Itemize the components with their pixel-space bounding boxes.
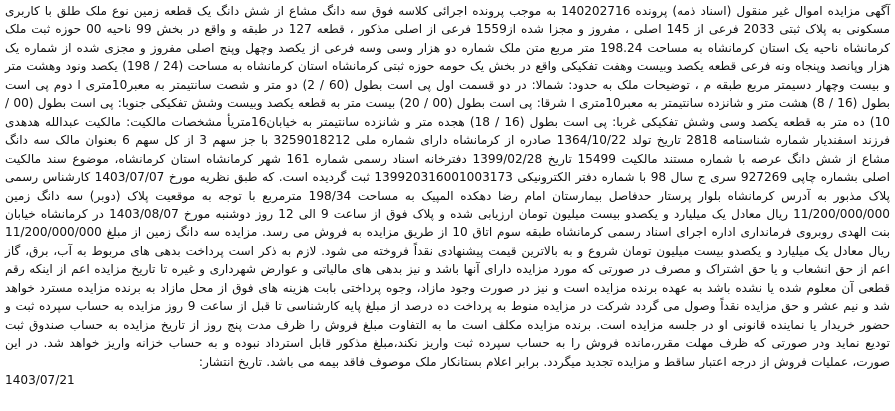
publish-date: 1403/07/21	[5, 373, 75, 388]
notice-body-text: آگهی مزایده اموال غیر منقول (اسناد ذمه) پرونده 140202716 به موجب پرونده اجرائی کلاسه فوق سه دانگ مشاع از شش دانگ یک قطعه زمین نوع ملک طلق با کاربری مسکونی به پلاک ثبتی 2033 فرعی از 145 اصلی ، مفروز و مجزا شده از1559 فرعی از اصلی مذکور ، قطعه 127 در طبقه و واقع در بخش 99 ناحیه 00 حوزه ثبت ملک کرمانشاه ناحیه یک استان کرمانشاه به مساحت 198.24 متر مربع متن ملک شماره دو هزار وسی وسه فرعی از یکصد وچهل وپنج اصلی مفروز و مجزی شده از شماره یک هزار وپانصد وپنجاه ونه فرعی قطعه یکصد وبیست وهفت تفکیکی واقع در بخش یک حومه حوزه ثبتی کرمانشاه استان کرمانشاه به مساحت (24 / 198) یکصد ونود وهشت متر و بیست وچهار دسیمتر مربع طبقه م ، توضیحات ملک به حدود: شمالا: در دو قسمت اول پی است بطول (60 / 2) دو متر و شصت سانتیمتر به معبر10متری ا دوم پی است بطول (16 / 8) هشت متر و شانزده سانتیمتر به معبر10متری ا شرقا: پی است بطول (00 / 20) بیست متر به قطعه یکصد وبیست وشش تفکیکی جنوبا: پی است بطول (00 / 10) ده متر به قطعه یکصد وسی وشش تفکیکی غربا: پی است بطول (16 / 18) هجده متر و شانزده سانتیمتر به خیابان16متریأ مشخصات مالکیت: مالکیت عبدالله هدهدی فرزند اسفندیار شماره شناسنامه 2818 تاریخ تولد 1364/10/22 صادره از کرمانشاه دارای شماره ملی 3259018212 با جز سهم 3 از کل سهم 6 بعنوان مالک سه دانگ مشاع از شش دانگ عرصه با شماره مستند مالکیت 15499 تاریخ 1399/02/28 دفترخانه اسناد رسمی شماره 161 شهر کرمانشاه استان کرمانشاه، موضوع سند مالکیت اصلی بشماره چاپی 927269 سری ج سال 98 با شماره دفتر الکترونیکی 139920316001003173 ثبت گردیده است. که طبق نظریه مورخ 1403/07/07 کارشناس رسمی پلاک مذبور به آدرس کرمانشاه بلوار پرستار حدفاصل بیمارستان امام رضا دهکده المپیک به مساحت 198/34 مترمربع با توجه به موقعیت پلاک (دوبر) سه دانگ زمین 11/200/000/000 ریال معادل یک میلیارد و یکصدو بیست میلیون تومان ارزیابی شده و پلاک فوق از ساعت 9 الی 12 روز دوشنبه مورخ 1403/08/07 در کرمانشاه خیابان بنت الهدی روبروی فرمانداری اداره اجرای اسناد رسمی کرمانشاه طبقه سوم اتاق 10 از طریق مزایده به فروش می رسد. مزایده سه دانگ زمین از مبلغ 11/200/000/000 ریال معادل یک میلیارد و یکصدو بیست میلیون تومان شروع و به بالاترین قیمت پیشنهادی نقداً فروخته می شود. لازم به ذکر است پرداخت بدهی های مربوط به آب، برق، گاز اعم از حق انشعاب و یا حق اشتراک و مصرف در صورتی که مورد مزایده دارای آنها باشد و نیز بدهی های مالیاتی و عوارض شهرداری و غیره تا تاریخ مزایده اعم از اینکه رقم قطعی آن معلوم شده یا نشده باشد به عهده برنده مزایده است و نیز در صورت وجود مازاد، وجوه پرداختی بابت هزینه های فوق از محل مازاد به برنده مزایده مسترد خواهد شد و نیم عشر و حق مزایده نقداً وصول می گردد شرکت در مزایده منوط به پرداخت ده درصد از مبلغ پایه کارشناسی تا قبل از ساعت 9 روز مزایده به حساب سپرده ثبت و حضور خریدار یا نماینده قانونی او در جلسه مزایده است. برنده مزایده مکلف است ما به التفاوت مبلغ فروش را ظرف مدت پنج روز از تاریخ مزایده به حساب صندوق ثبت تودیع نماید ودر صورتی که ظرف مهلت مقرر،مانده فروش را به حساب سپرده ثبت واریز نکند،مبلغ مذکور قابل استرداد نبوده و به حساب خزانه واریز خواهد شد. در این صورت، عملیات فروش از درجه اعتبار ساقط و مزایده تجدید میگردد. برابر اعلام بستانکار ملک موصوف فاقد بیمه می باشد. تاریخ انتشار:	[5, 4, 891, 369]
